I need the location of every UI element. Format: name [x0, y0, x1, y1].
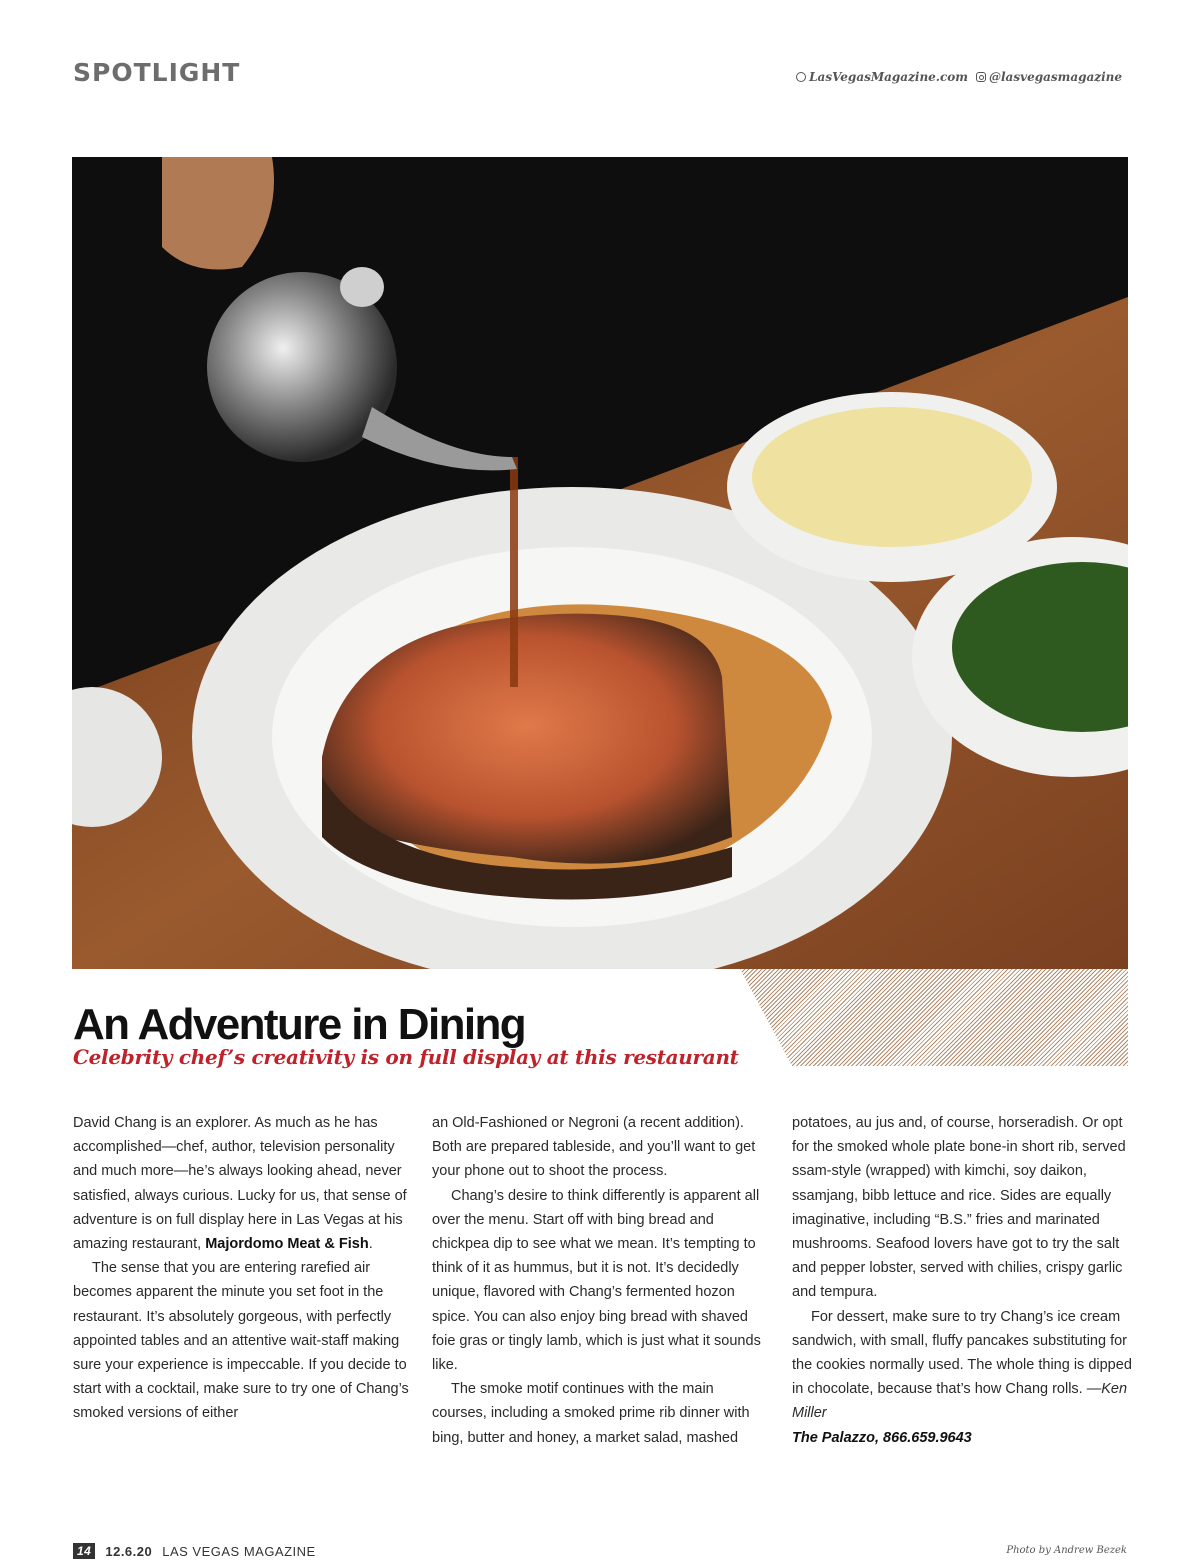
section-label: SPOTLIGHT	[73, 58, 241, 87]
mashed-potatoes	[752, 407, 1032, 547]
decorative-stripes	[740, 969, 1128, 1066]
paragraph-end: .	[368, 1236, 373, 1253]
paragraph	[792, 1305, 1132, 1426]
publication-name: LAS VEGAS MAGAZINE	[162, 1543, 316, 1559]
article-column-1	[73, 1111, 413, 1426]
paragraph: an Old-Fashioned or Negroni (a recent addition). Both are prepared tableside, and you’ll want to get your phone out to shoot the process.	[432, 1115, 756, 1180]
photo-credit: Photo by Andrew Bezek	[1006, 1545, 1127, 1556]
paragraph: The sense that you are entering rarefied air becomes apparent the minute you set foot in the restaurant. It’s absolutely gorgeous, with perfectly appointed tables and an attentive wait-staff making sure your experience is impeccable. If you decide to start with a cocktail, make sure to try one of Chang’s smoked versions of either	[73, 1260, 409, 1422]
author-byline: —Ken Miller	[792, 1381, 1128, 1422]
teapot-lid-knob	[340, 267, 384, 307]
article-column-3	[792, 1111, 1132, 1450]
page-footer	[73, 1543, 316, 1559]
paragraph-text: David Chang is an explorer. As much as he has accomplished—chef, author, television personality and much more—he’s always looking ahead, never satisfied, always curious. Lucky for us, that sense of adventure is on full display here in Las Vegas at his amazing restaurant,	[73, 1115, 407, 1253]
globe-icon	[796, 72, 806, 82]
issue-date: 12.6.20	[105, 1543, 153, 1559]
feature-photo	[72, 157, 1128, 969]
food-photo-illustration	[72, 157, 1128, 969]
instagram-icon	[976, 72, 986, 82]
headline: An Adventure in Dining	[73, 1000, 526, 1049]
website-text: LasVegasMagazine.com	[809, 70, 968, 84]
paragraph	[73, 1111, 413, 1256]
sauce-stream	[510, 457, 518, 687]
social-links	[796, 70, 1122, 84]
instagram-text: @lasvegasmagazine	[989, 70, 1122, 84]
paragraph: Chang’s desire to think differently is apparent all over the menu. Start off with bing bread and chickpea dip to see what we mean. It’s tempting to think of it as hummus, but it is not. It’s decidedly unique, flavored with Chang’s fermented hozon spice. You can also enjoy bing bread with shaved foie gras or tingly lamb, which is just what it sounds like.	[432, 1187, 761, 1374]
paragraph: The smoke motif continues with the main courses, including a smoked prime rib dinner with bing, butter and honey, a market salad, mashed	[432, 1381, 750, 1446]
restaurant-name: Majordomo Meat & Fish	[205, 1236, 369, 1253]
paragraph: potatoes, au jus and, of course, horseradish. Or opt for the smoked whole plate bone-in short rib, served ssam-style (wrapped) with kimchi, soy daikon, ssamjang, bibb lettuce and rice. Sides are equally imaginative, including “B.S.” fries and marinated mushrooms. Seafood lovers have got to try the salt and pepper lobster, served with chilies, crispy garlic and tempura.	[792, 1115, 1126, 1301]
venue-contact: The Palazzo, 866.659.9643	[792, 1429, 972, 1446]
website-link[interactable]	[796, 70, 968, 84]
instagram-link[interactable]	[976, 70, 1122, 84]
page-number: 14	[73, 1543, 95, 1559]
article-column-2	[432, 1111, 772, 1450]
paragraph-text: For dessert, make sure to try Chang’s ice cream sandwich, with small, fluffy pancakes substituting for the cookies normally used. The whole thing is dipped in chocolate, because that’s how Chang rolls.	[792, 1308, 1132, 1398]
subheadline: Celebrity chef’s creativity is on full display at this restaurant	[73, 1045, 739, 1069]
